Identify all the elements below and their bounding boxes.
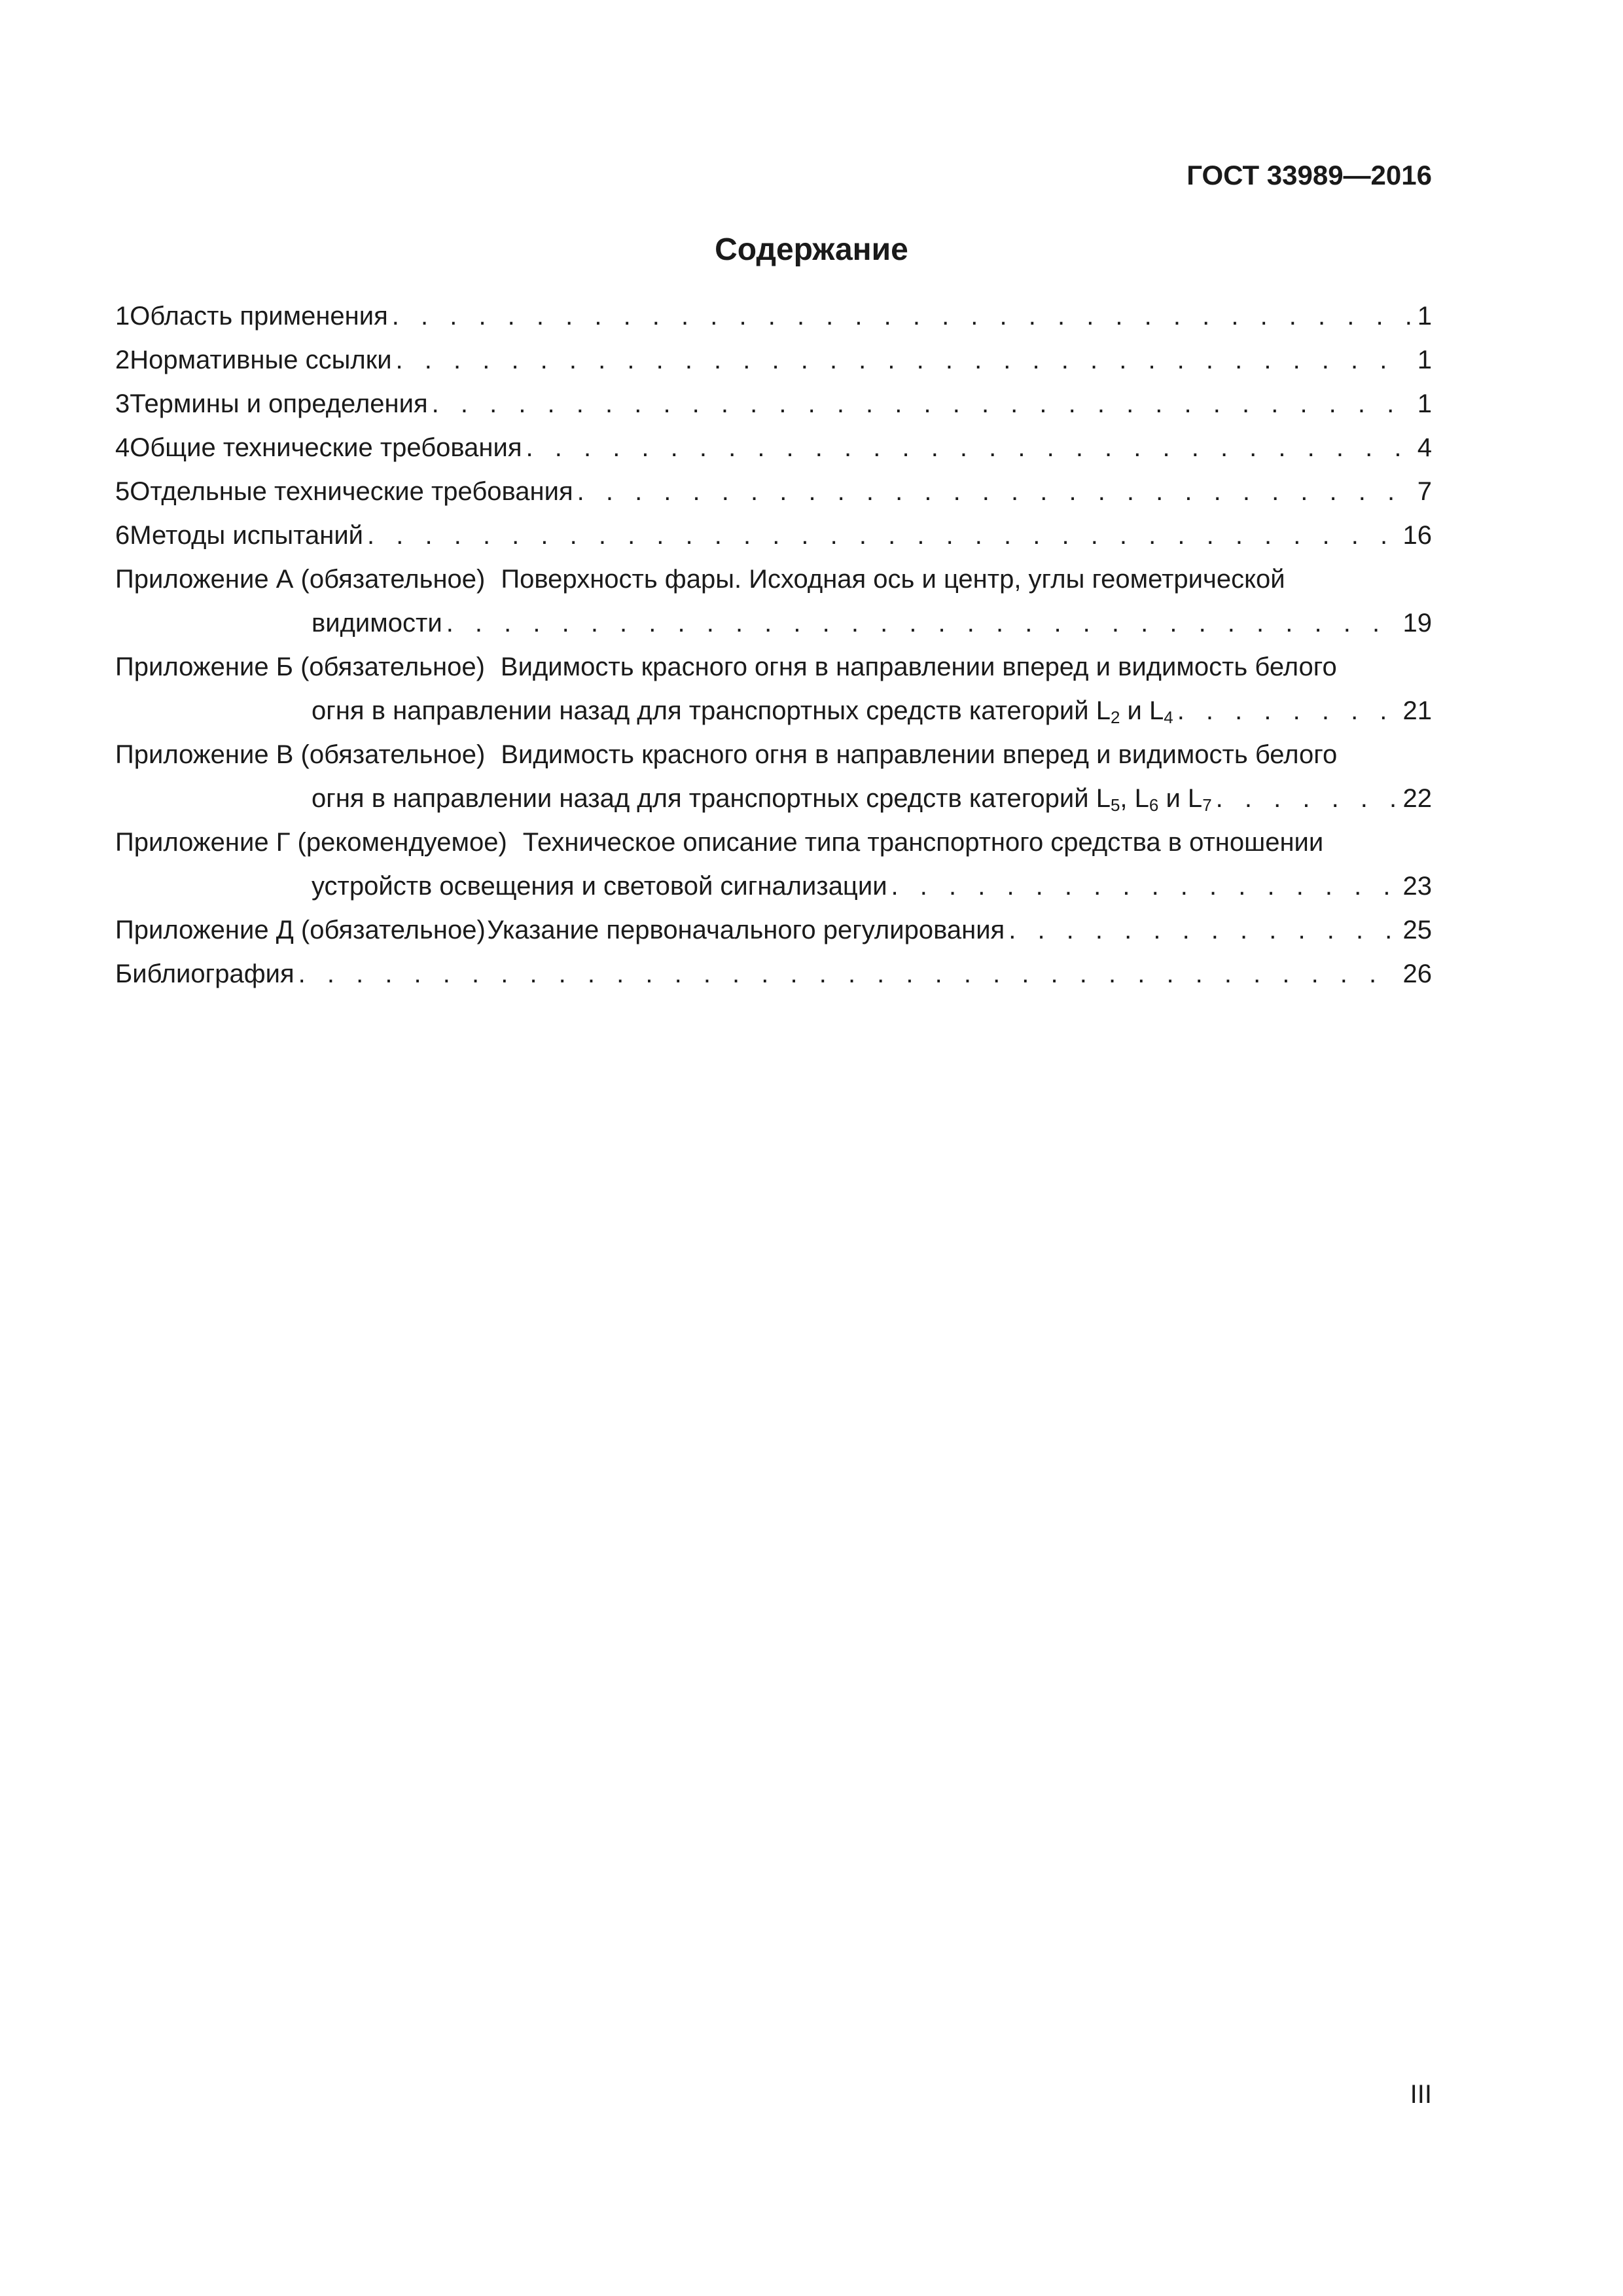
dot-leader — [1008, 908, 1396, 952]
section-number: 3 — [115, 389, 130, 418]
page-reference: 26 — [1402, 960, 1432, 988]
section-label: Методы испытаний — [130, 521, 364, 550]
page-reference: 19 — [1402, 609, 1432, 637]
toc-entry-section-6[interactable] — [115, 514, 1432, 558]
page-reference: 25 — [1402, 916, 1432, 944]
section-number: 2 — [115, 346, 130, 374]
page-reference: 23 — [1402, 872, 1432, 901]
toc-entry-bibliography[interactable] — [115, 952, 1432, 996]
section-label: Область применения — [130, 302, 388, 331]
toc-entry-appendix-a[interactable] — [115, 558, 1432, 645]
document-code: ГОСТ 33989—2016 — [1186, 160, 1432, 190]
section-number: 1 — [115, 302, 130, 331]
appendix-label: Приложение Г (рекомендуемое) — [115, 828, 507, 857]
section-number: 6 — [115, 521, 130, 550]
appendix-title: Видимость красного огня в направлении вперед и видимость белого — [500, 653, 1337, 681]
appendix-label: Приложение В (обязательное) — [115, 740, 486, 769]
toc-entry-appendix-v[interactable] — [115, 733, 1432, 821]
dot-leader — [392, 295, 1411, 338]
page-reference: 16 — [1402, 521, 1432, 550]
page-reference: 4 — [1417, 433, 1432, 462]
appendix-title: Поверхность фары. Исходная ось и центр, углы геометрической — [501, 565, 1285, 594]
toc-entry-section-1[interactable] — [115, 295, 1432, 338]
toc-entry-section-5[interactable] — [115, 470, 1432, 514]
section-number: 5 — [115, 477, 130, 506]
dot-leader — [526, 426, 1411, 470]
page-number: III — [1410, 2080, 1432, 2109]
table-of-contents — [115, 295, 1432, 996]
dot-leader — [367, 514, 1396, 558]
appendix-title-continued: устройств освещения и световой сигнализации — [312, 872, 887, 901]
page-reference: 21 — [1402, 696, 1432, 725]
toc-entry-appendix-g[interactable] — [115, 821, 1432, 908]
dot-leader — [891, 865, 1397, 908]
appendix-title: Указание первоначального регулирования — [487, 916, 1005, 944]
toc-entry-appendix-d[interactable] — [115, 908, 1432, 952]
section-label: Отдельные технические требования — [130, 477, 573, 506]
appendix-label: Приложение А (обязательное) — [115, 565, 486, 594]
section-number: 4 — [115, 433, 130, 462]
section-label: Общие технические требования — [130, 433, 522, 462]
page-reference: 22 — [1402, 784, 1432, 813]
section-label: Нормативные ссылки — [130, 346, 392, 374]
section-label: Термины и определения — [130, 389, 428, 418]
page-reference: 1 — [1417, 389, 1432, 418]
appendix-label: Приложение Б (обязательное) — [115, 653, 485, 681]
dot-leader — [432, 382, 1411, 426]
dot-leader — [298, 952, 1397, 996]
page-reference: 7 — [1417, 477, 1432, 506]
page-reference: 1 — [1417, 302, 1432, 331]
dot-leader — [396, 338, 1411, 382]
dot-leader — [1177, 689, 1397, 733]
appendix-title-continued: огня в направлении назад для транспортных средств категорий $L_2$ и $L_4$ — [312, 696, 1173, 727]
appendix-label: Приложение Д (обязательное) — [115, 916, 486, 944]
appendix-title: Видимость красного огня в направлении вперед и видимость белого — [501, 740, 1338, 769]
bibliography-label: Библиография — [115, 960, 294, 988]
toc-entry-section-2[interactable] — [115, 338, 1432, 382]
toc-entry-section-3[interactable] — [115, 382, 1432, 426]
page-reference: 1 — [1417, 346, 1432, 374]
dot-leader — [577, 470, 1411, 514]
toc-entry-section-4[interactable] — [115, 426, 1432, 470]
appendix-title-continued: огня в направлении назад для транспортных средств категорий $L_5$, $L_6$ и $L_7$ — [312, 784, 1212, 815]
appendix-title: Техническое описание типа транспортного средства в отношении — [522, 828, 1324, 857]
dot-leader — [446, 601, 1397, 645]
appendix-title-continued: видимости — [312, 609, 442, 637]
toc-entry-appendix-b[interactable] — [115, 645, 1432, 733]
toc-title: Содержание — [715, 232, 908, 267]
dot-leader — [1216, 777, 1397, 821]
